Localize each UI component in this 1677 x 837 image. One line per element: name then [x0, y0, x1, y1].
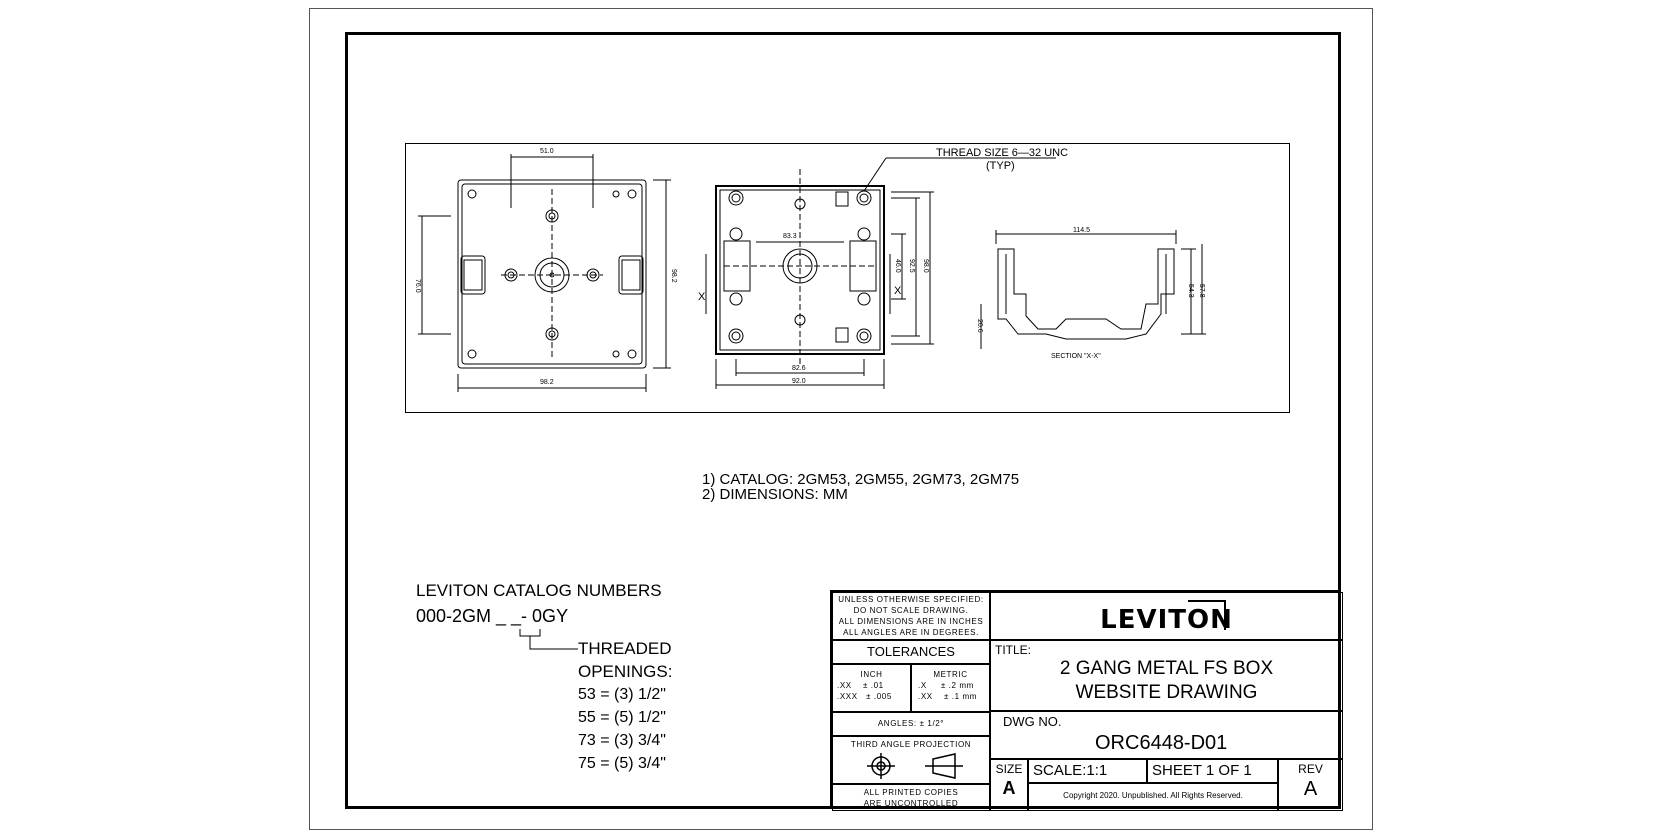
- dim-57: 57.8: [1198, 284, 1205, 298]
- dim-82-6: 82.6: [792, 365, 806, 372]
- leviton-logo: LEVITON: [1100, 605, 1233, 635]
- drawing-notes: [702, 472, 1019, 502]
- unless-notes: UNLESS OTHERWISE SPECIFIED: DO NOT SCALE DRAWING. ALL DIMENSIONS ARE IN INCHES ALL ANGLES ARE IN DEGREES.: [832, 592, 990, 640]
- section-view: [981, 230, 1206, 349]
- drawing-views: [405, 143, 1290, 413]
- projection-label: THIRD ANGLE PROJECTION: [850, 740, 972, 749]
- technical-drawing: [406, 144, 1290, 413]
- section-mark-left: X: [698, 291, 706, 303]
- catalog-option-73: 73 = (3) 3/4": [578, 732, 666, 749]
- metric-tolerances: METRIC .X ± .2 mm .XX ± .1 mm: [911, 664, 990, 712]
- dim-92-5: 92.5: [908, 259, 915, 273]
- note-catalog: 1) CATALOG: 2GM53, 2GM55, 2GM73, 2GM75: [702, 471, 1020, 488]
- rev-value: A: [1303, 778, 1318, 800]
- dim-114: 114.5: [1073, 227, 1090, 234]
- title-label: TITLE:: [995, 643, 1032, 657]
- rev-cell: [1278, 759, 1343, 811]
- catalog-bracket: [416, 581, 586, 671]
- inch-tolerances: INCH .XX ± .01 .XXX ± .005: [832, 664, 911, 712]
- catalog-option-75: 75 = (5) 3/4": [578, 755, 666, 772]
- angles-tolerance: ANGLES: ± 1/2°: [832, 712, 990, 736]
- dwg-label: DWG NO.: [1003, 714, 1062, 729]
- dim-54: 54.3: [1187, 284, 1194, 298]
- dim-83: 83.3: [783, 233, 797, 240]
- catalog-option-53: 53 = (3) 1/2": [578, 686, 666, 703]
- thread-note-line2: (TYP): [986, 160, 1015, 172]
- dim-98-right: 98.2: [670, 269, 677, 283]
- third-angle-projection-icon: [833, 751, 989, 783]
- dim-98-0: 98.0: [922, 259, 929, 273]
- size-label: SIZE: [995, 762, 1023, 776]
- scale-cell: SCALE:1:1: [1028, 759, 1147, 783]
- logo-cell: [990, 592, 1343, 640]
- thread-note-line1: THREAD SIZE 6—32 UNC: [936, 147, 1069, 159]
- catalog-threaded: THREADED: [578, 639, 672, 658]
- printed-copies-note: ALL PRINTED COPIES ARE UNCONTROLLED: [832, 784, 990, 811]
- dim-98-bottom: 98.2: [540, 379, 554, 386]
- catalog-pattern: 000-2GM _ _- 0GY: [416, 606, 569, 626]
- dwg-number: ORC6448-D01: [1095, 732, 1228, 754]
- rev-label: REV: [1298, 762, 1323, 776]
- dim-20: 20.6: [976, 319, 983, 333]
- catalog-option-55: 55 = (5) 1/2": [578, 709, 666, 726]
- dwg-cell: [990, 711, 1343, 759]
- catalog-title: LEVITON CATALOG NUMBERS: [416, 581, 662, 600]
- title-block: [830, 590, 1341, 809]
- size-value: A: [1002, 778, 1016, 798]
- sheet-cell: SHEET 1 OF 1: [1147, 759, 1278, 783]
- dim-46: 46.0: [894, 259, 901, 273]
- copyright-cell: Copyright 2020. Unpublished. All Rights Reserved.: [1028, 783, 1278, 811]
- bottom-view: [706, 158, 1056, 389]
- projection-cell: [832, 736, 990, 784]
- tolerances-header: TOLERANCES: [832, 640, 990, 664]
- drawing-title: 2 GANG METAL FS BOX WEBSITE DRAWING: [1059, 658, 1274, 703]
- section-label: SECTION "X-X": [1051, 353, 1101, 360]
- dim-76: 76.0: [414, 279, 421, 293]
- size-cell: [990, 759, 1028, 811]
- dim-92: 92.0: [792, 378, 806, 385]
- logo-corner-mark: [1188, 600, 1226, 630]
- dim-51: 51.0: [540, 148, 554, 155]
- section-mark-right: X: [894, 285, 902, 297]
- note-dimensions: 2) DIMENSIONS: MM: [702, 486, 848, 503]
- title-cell: [990, 640, 1343, 711]
- catalog-openings: OPENINGS:: [578, 662, 673, 681]
- top-view: [418, 154, 671, 392]
